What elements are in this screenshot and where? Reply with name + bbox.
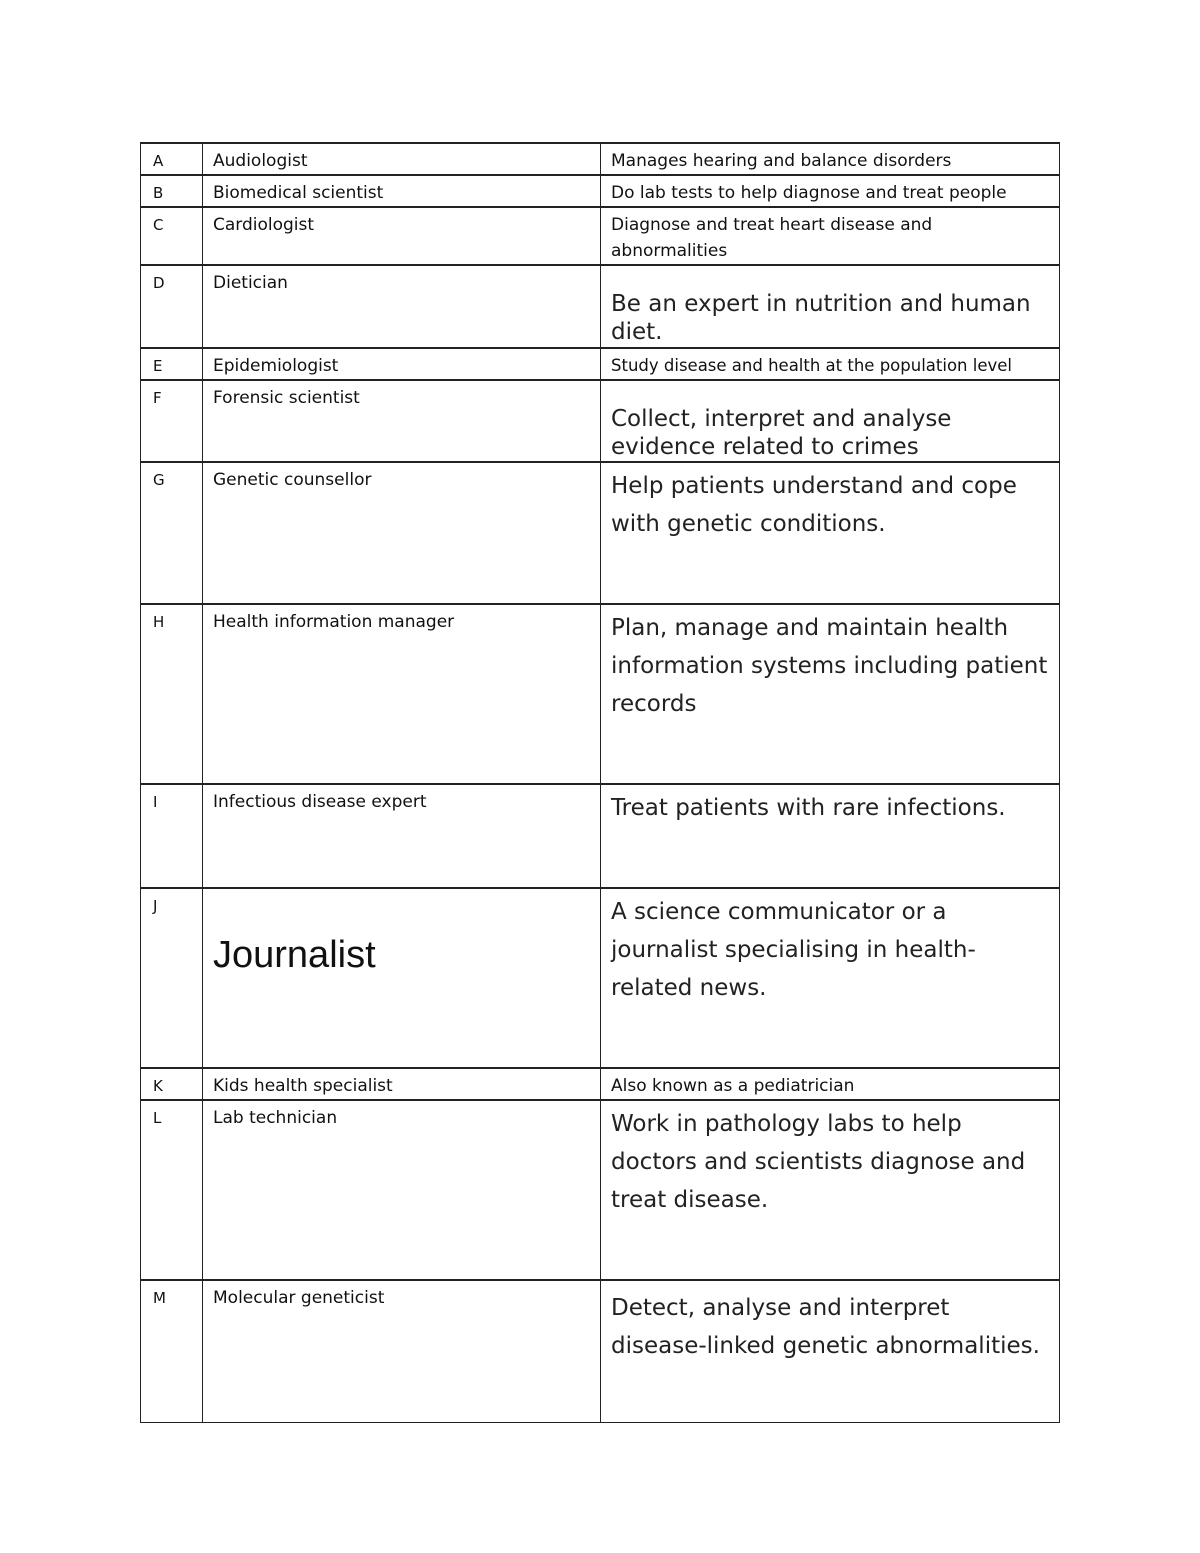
career-description: Diagnose and treat heart disease and abnormalities: [601, 207, 1060, 265]
career-name: Biomedical scientist: [203, 175, 601, 207]
career-description: Do lab tests to help diagnose and treat people: [601, 175, 1060, 207]
table-row: [141, 784, 1060, 888]
row-letter: L: [141, 1100, 203, 1280]
table-row: [141, 380, 1060, 462]
row-letter: E: [141, 348, 203, 380]
career-name: Lab technician: [203, 1100, 601, 1280]
career-name-text: Journalist: [213, 934, 376, 976]
row-letter: C: [141, 207, 203, 265]
career-name: Genetic counsellor: [203, 462, 601, 604]
table-row: [141, 1100, 1060, 1280]
career-name: Audiologist: [203, 143, 601, 175]
career-name: Kids health specialist: [203, 1068, 601, 1100]
row-letter: G: [141, 462, 203, 604]
row-letter: J: [141, 888, 203, 1068]
table-row: [141, 1280, 1060, 1422]
career-description: Plan, manage and maintain health information systems including patient records: [601, 604, 1060, 784]
career-description: Help patients understand and cope with genetic conditions.: [601, 462, 1060, 604]
career-description: [601, 380, 1060, 462]
row-letter: M: [141, 1280, 203, 1422]
row-letter: D: [141, 265, 203, 348]
table-row: [141, 1068, 1060, 1100]
career-name: Cardiologist: [203, 207, 601, 265]
table-row: [141, 348, 1060, 380]
row-letter: K: [141, 1068, 203, 1100]
career-name: Forensic scientist: [203, 380, 601, 462]
row-letter: F: [141, 380, 203, 462]
table-row: [141, 207, 1060, 265]
table-row: [141, 888, 1060, 1068]
career-description: Work in pathology labs to help doctors and scientists diagnose and treat disease.: [601, 1100, 1060, 1280]
row-letter: I: [141, 784, 203, 888]
career-name: Epidemiologist: [203, 348, 601, 380]
career-name: Molecular geneticist: [203, 1280, 601, 1422]
career-description: A science communicator or a journalist specialising in health-related news.: [601, 888, 1060, 1068]
career-name: Dietician: [203, 265, 601, 348]
description-text: Be an expert in nutrition and human diet.: [611, 291, 1031, 345]
career-description: [601, 265, 1060, 348]
career-description: Manages hearing and balance disorders: [601, 143, 1060, 175]
career-name: Health information manager: [203, 604, 601, 784]
career-description: Treat patients with rare infections.: [601, 784, 1060, 888]
table-row: [141, 143, 1060, 175]
row-letter: B: [141, 175, 203, 207]
table-row: [141, 265, 1060, 348]
table-row: [141, 175, 1060, 207]
row-letter: H: [141, 604, 203, 784]
careers-table: [140, 142, 1060, 1423]
row-letter: A: [141, 143, 203, 175]
description-text: Collect, interpret and analyse evidence related to crimes: [611, 406, 952, 460]
career-description: Study disease and health at the population level: [601, 348, 1060, 380]
table-row: [141, 604, 1060, 784]
career-description: Also known as a pediatrician: [601, 1068, 1060, 1100]
career-name: [203, 888, 601, 1068]
table-row: [141, 462, 1060, 604]
career-description: Detect, analyse and interpret disease-linked genetic abnormalities.: [601, 1280, 1060, 1422]
career-name: Infectious disease expert: [203, 784, 601, 888]
